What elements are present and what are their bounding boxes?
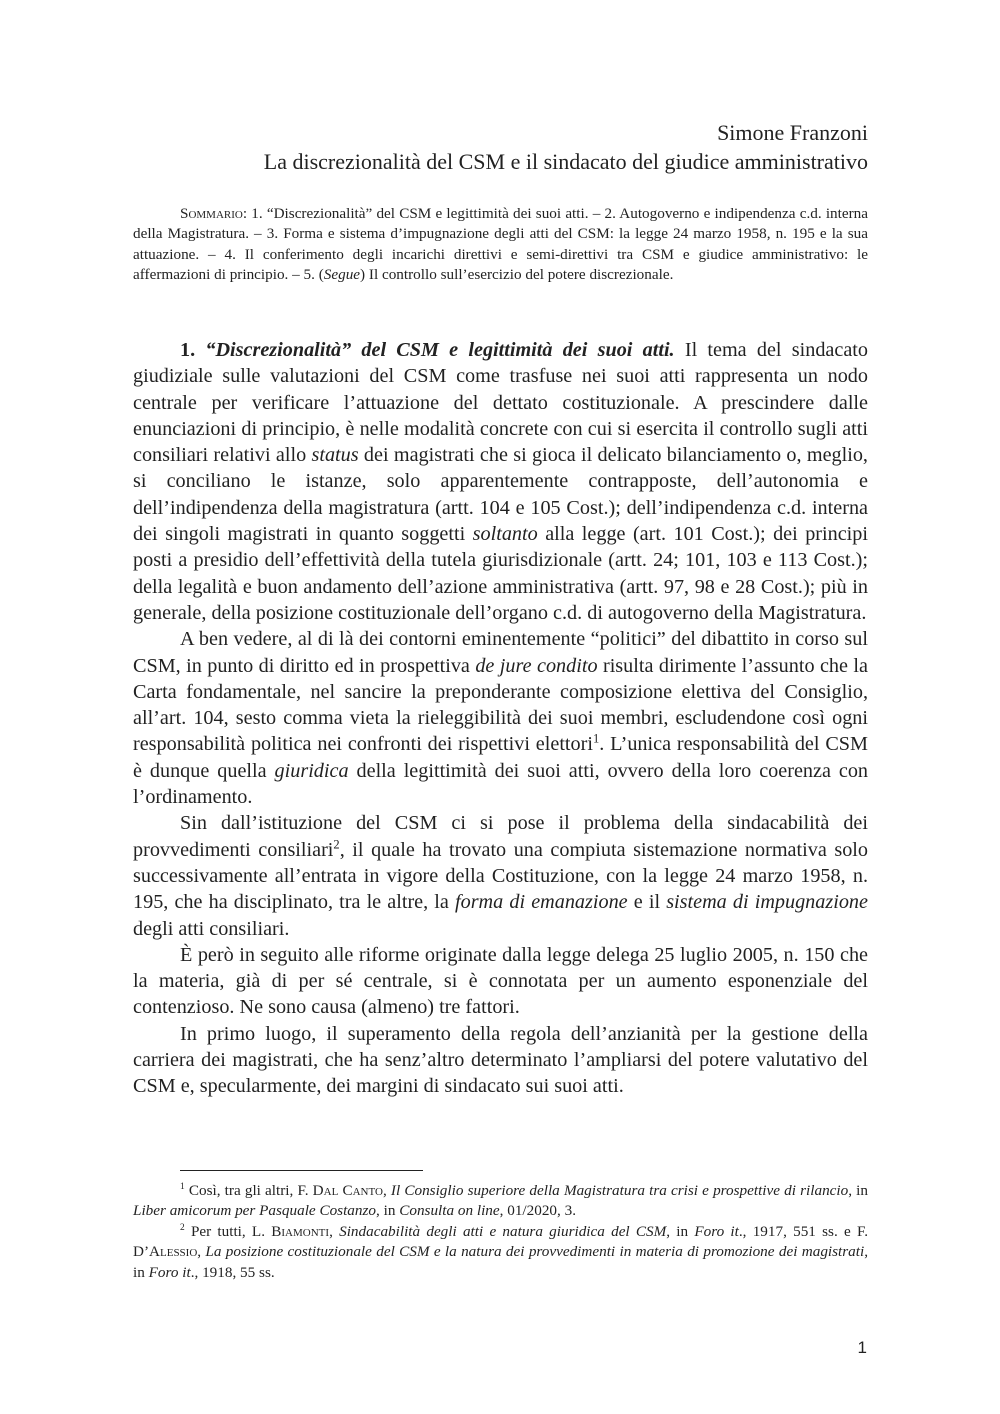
cited-author: Dal Canto xyxy=(312,1182,383,1199)
cited-title: Consulta on line xyxy=(399,1202,500,1220)
text-run: Sin dall’istituzione del CSM ci si pose il problema della sindacabilità dei provvedimenti consiliari xyxy=(133,812,868,861)
text-run: , 01/2020, 3. xyxy=(499,1202,577,1220)
text-run: , il quale ha trovato una compiuta sistemazione normativa solo successivamente all’entrata in vigore della Costituzione, con la legge 24 marzo 1958, n. 195, che ha disciplinato, tra le altre, la xyxy=(133,838,868,914)
cited-author: Biamonti xyxy=(271,1222,330,1240)
text-run: della legittimità dei suoi atti, ovvero della loro coerenza con l’ordinamento. xyxy=(133,759,869,809)
section-heading: “Discrezionalità” del CSM e legittimità dei suoi atti. xyxy=(205,339,675,361)
footnote-ref-2[interactable]: 2 xyxy=(333,836,340,851)
text-run: , in xyxy=(133,1243,868,1281)
text-run: ., 1918, 55 ss. xyxy=(190,1263,275,1281)
text-run: alla legge (art. 101 Cost.); dei principi posti a presidio dell’effettività della tutela giurisdizionale (artt. 24; 101, 103 e 113 Cost.); della legalità e buon andamento dell’azione amministrativa (artt. 97, 98 e 28 Cost.); più in generale, della posizione costituzionale dell’organo c.d. di autogoverno della Magistratura. xyxy=(133,523,868,624)
text-run: e il xyxy=(627,891,667,914)
cited-title: Foro it xyxy=(694,1222,739,1240)
cited-title: Il Consiglio superiore della Magistratura tra crisi e prospettive di rilancio xyxy=(390,1182,849,1199)
text-run: Per tutti, L. xyxy=(184,1222,272,1240)
body-text xyxy=(133,337,868,1100)
summary-segue: Segue xyxy=(323,266,361,284)
text-run: dei magistrati che si gioca il delicato bilanciamento o, meglio, si conciliano le istanze, solo apparentemente contrapposte, dell’autonomia e dell’indipendenza della magistratura (artt. 104 e 105 Cost.); dell’indipendenza c.d. interna dei singoli magistrati in quanto soggetti xyxy=(133,444,868,546)
text-run: A ben vedere, al di là dei contorni eminentemente “politici” del dibattito in corso sul CSM, in punto di diritto ed in prospettiva xyxy=(133,628,868,677)
footnote-ref-1[interactable]: 1 xyxy=(592,731,600,746)
summary-tail: ) Il controllo sull’esercizio del potere discrezionale. xyxy=(360,266,674,284)
text-run: degli atti consiliari. xyxy=(133,917,290,940)
text-run: , in xyxy=(666,1222,695,1240)
cited-title: La posizione costituzionale del CSM e la natura dei provvedimenti in materia di promozione dei magistrati xyxy=(205,1243,865,1261)
paragraph-3 xyxy=(133,810,868,941)
summary xyxy=(133,204,868,286)
text-run: , xyxy=(382,1182,391,1199)
article-header xyxy=(133,118,868,176)
footnote-2 xyxy=(133,1222,868,1283)
text-run: . L’unica responsabilità del CSM è dunque quella xyxy=(133,733,868,782)
text-run: Così, tra gli altri, F. xyxy=(184,1182,313,1199)
italic-term: soltanto xyxy=(472,523,538,546)
footnotes xyxy=(133,1181,868,1283)
footnote-separator xyxy=(180,1170,423,1171)
paragraph-2 xyxy=(133,626,868,810)
cited-author: Alessio xyxy=(149,1243,198,1261)
italic-term: status xyxy=(311,444,359,467)
text-run: Il tema del sindacato giudiziale sulle valutazioni del CSM come trasfuse nei suoi atti rappresenta un nodo centrale per verificare l’attuazione del dettato costituzionale. A prescindere dalle enunciazioni di principio, è nelle modalità concrete con cui si esercita il controllo sugli atti consiliari relativi allo xyxy=(133,339,868,467)
page-number: 1 xyxy=(857,1338,867,1357)
summary-label: Sommario xyxy=(180,205,243,222)
text-run: , in xyxy=(376,1202,400,1220)
text-run: ., 1917, 551 ss. e F. D’ xyxy=(133,1222,868,1261)
summary-items: : 1. “Discrezionalità” del CSM e legittimità dei suoi atti. – 2. Autogoverno e indipendenza c.d. interna della Magistratura. – 3. Forma e sistema d’impugnazione degli atti del CSM: la legge 24 marzo 1958, n. 195 e la sua attuazione. – 4. Il conferimento degli incarichi direttivi e semi-direttivi tra CSM e giudice amministrativo: le affermazioni di principio. – 5. ( xyxy=(133,205,868,284)
paragraph-1 xyxy=(133,337,868,626)
italic-term: forma di emanazione xyxy=(455,891,628,914)
author-name: Simone Franzoni xyxy=(717,120,868,145)
paragraph-5: In primo luogo, il superamento della regola dell’anzianità per la gestione della carriera dei magistrati, che ha senz’altro determinato l’ampliarsi del potere valutativo del CSM e, specularmente, dei margini di sindacato sui suoi atti. xyxy=(133,1022,868,1098)
text-run: risulta dirimente l’assunto che la Carta fondamentale, nel sancire la preponderante composizione elettiva del Consiglio, all’art. 104, sesto comma vieta la rieleggibilità dei suoi membri, escludendone così ogni responsabilità politica nei confronti dei rispettivi elettori xyxy=(133,654,868,756)
footnote-1 xyxy=(133,1181,868,1222)
article-title: La discrezionalità del CSM e il sindacato del giudice amministrativo xyxy=(263,149,868,174)
italic-term: sistema di impugnazione xyxy=(666,891,868,914)
text-run: , xyxy=(329,1222,340,1240)
cited-title: Foro it xyxy=(148,1263,191,1281)
paragraph-4: È però in seguito alle riforme originate dalla legge delega 25 luglio 2005, n. 150 che la materia, già di per sé centrale, si è connotata per un aumento esponenziale del contenzioso. Ne sono causa (almeno) tre fattori. xyxy=(133,943,868,1019)
footnote-number: 1 xyxy=(180,1181,185,1192)
cited-title: Liber amicorum per Pasquale Costanzo xyxy=(133,1202,376,1220)
footnote-number: 2 xyxy=(180,1222,185,1233)
italic-term: giuridica xyxy=(274,759,349,782)
italic-term: de jure condito xyxy=(475,654,598,677)
cited-title: Sindacabilità degli atti e natura giuridica del CSM xyxy=(339,1222,667,1240)
text-run: , in xyxy=(848,1182,868,1199)
text-run: , xyxy=(197,1243,206,1261)
section-number: 1. xyxy=(180,339,196,361)
